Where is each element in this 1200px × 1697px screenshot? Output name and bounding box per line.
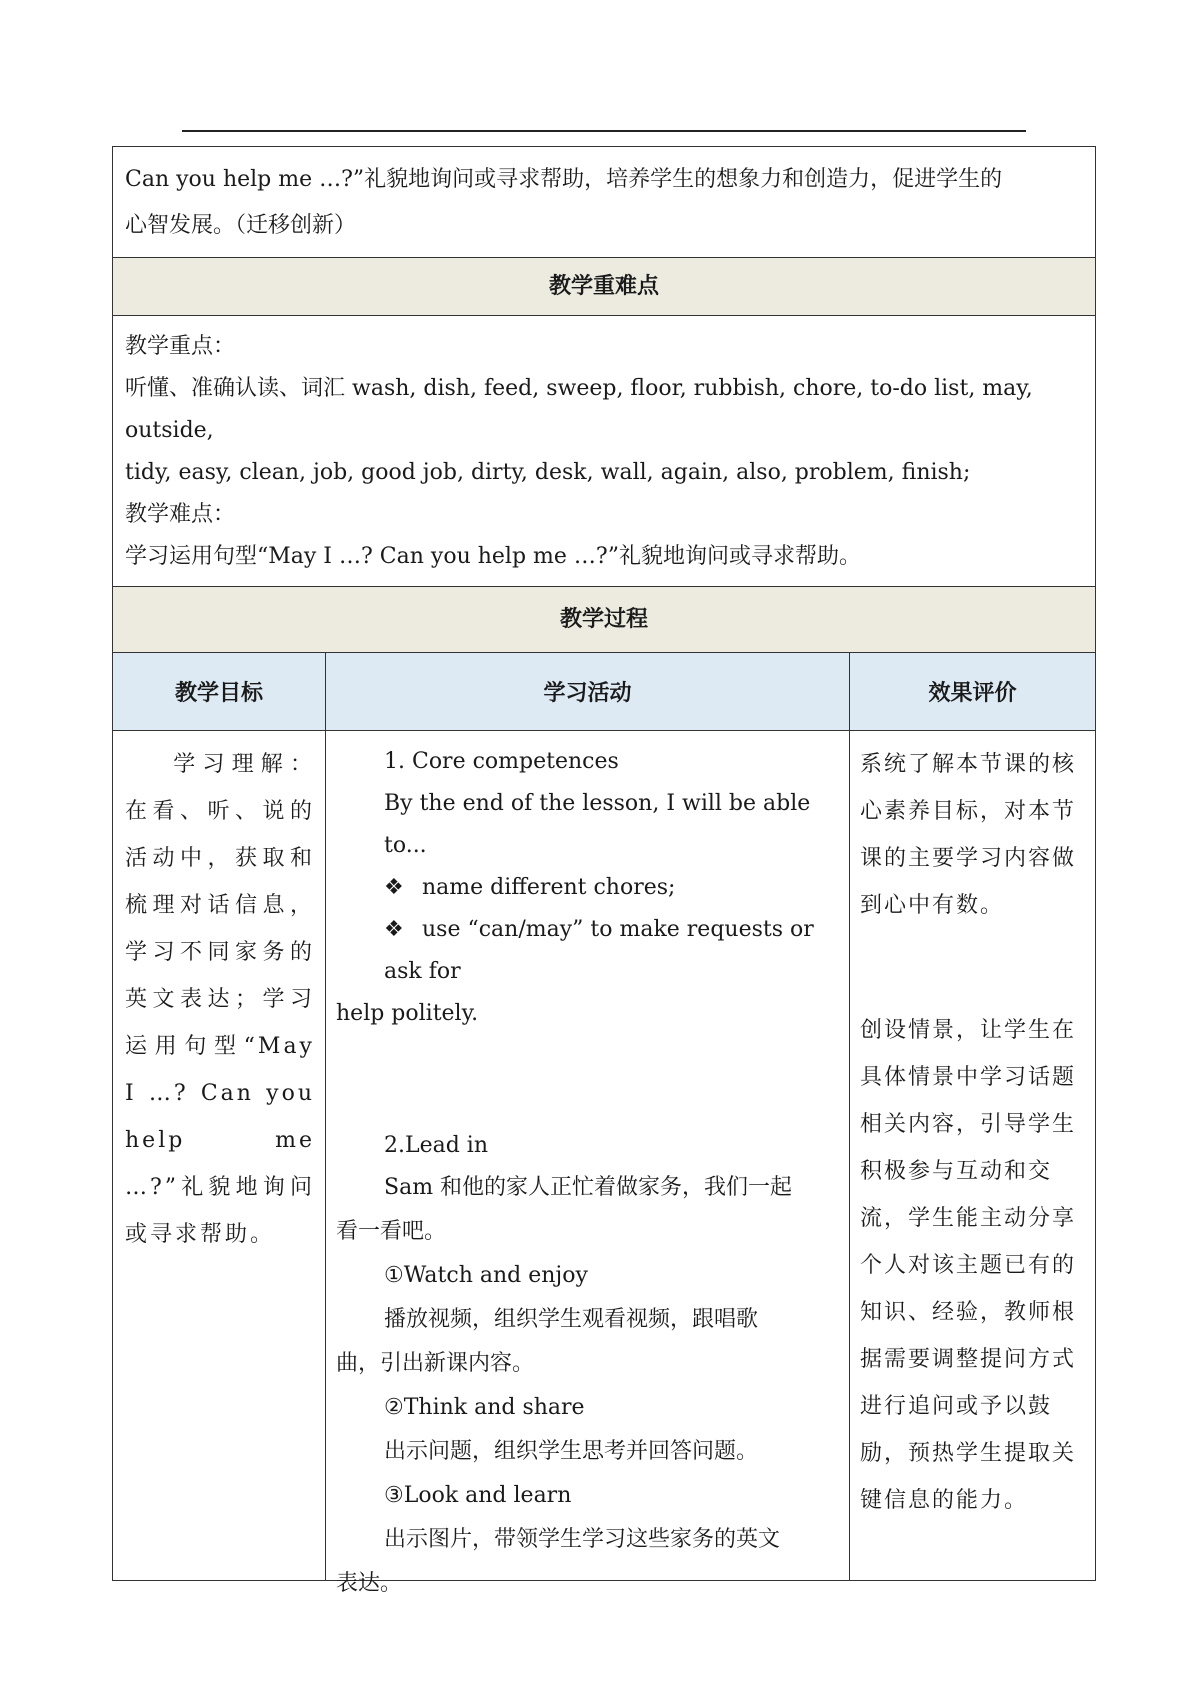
header-rule: [182, 130, 1026, 132]
lead-title: 2.Lead in: [384, 1133, 489, 1158]
watch-title: ①Watch and enjoy: [384, 1263, 588, 1288]
column-header-evaluation: 效果评价: [928, 681, 1017, 706]
watch-text-1: 播放视频，组织学生观看视频，跟唱歌: [384, 1307, 759, 1332]
diamond-bullet-icon: ❖: [384, 875, 404, 900]
intro-line-1: Can you help me …?”礼貌地询问或寻求帮助，培养学生的想象力和创造力，促进学生的: [125, 167, 1003, 192]
look-text-2: 表达。: [336, 1571, 403, 1596]
bullet-item-2: ❖ use “can/may” to make requests or ask for: [336, 909, 839, 993]
process-column-headers: [112, 653, 1096, 731]
diamond-bullet-icon: ❖: [384, 917, 404, 942]
lead-text-2: 看一看吧。: [336, 1219, 447, 1244]
watch-text-2: 曲，引出新课内容。: [336, 1351, 535, 1376]
look-text-1: 出示图片，带领学生学习这些家务的英文: [384, 1527, 781, 1552]
process-header: 教学过程: [112, 587, 1096, 653]
think-text: 出示问题，组织学生思考并回答问题。: [384, 1439, 759, 1464]
intro-line-2: 心智发展。（迁移创新）: [125, 213, 357, 238]
bullet-item-1: ❖ name different chores;: [336, 867, 839, 909]
activity-cell: [326, 731, 850, 1596]
focus-label: 教学重点：: [125, 334, 236, 359]
focus-line-2: tidy, easy, clean, job, good job, dirty, desk, wall, again, also, problem, finish;: [125, 460, 971, 485]
lead-text-1: Sam 和他的家人正忙着做家务，我们一起: [384, 1175, 793, 1200]
goal-text: 学习理解：在看、听、说的活动中，获取和梳理对话信息，学习不同家务的英文表达；学习运用句型“May I …? Can you help me …?”礼貌地询问或寻求帮助。: [125, 752, 315, 1247]
evaluation-cell: [850, 731, 1095, 1580]
core-intro: By the end of the lesson, I will be able to...: [384, 791, 811, 858]
bullet-item-2-cont: help politely.: [336, 1001, 479, 1026]
intro-section: [112, 146, 1096, 258]
goal-cell: [113, 731, 326, 1580]
difficulty-text: 学习运用句型“May I …? Can you help me …?”礼貌地询问或寻求帮助。: [125, 544, 861, 569]
column-header-goal: 教学目标: [113, 653, 326, 730]
difficulty-label: 教学难点：: [125, 502, 236, 527]
process-row: [112, 731, 1096, 1596]
core-title: 1. Core competences: [384, 749, 619, 774]
focus-line-1: 听懂、准确认读、词汇 wash, dish, feed, sweep, floor, rubbish, chore, to-do list, may, outside,: [125, 376, 1033, 443]
spacer: [336, 1035, 839, 1125]
evaluation-text-2: 创设情景，让学生在具体情景中学习话题相关内容，引导学生积极参与互动和交流，学生能主动分享个人对该主题已有的知识、经验，教师根据需要调整提问方式进行追问或予以鼓励，预热学生提取关键信息的能力。: [860, 1018, 1077, 1513]
difficulties-section: [112, 316, 1096, 587]
spacer: [860, 929, 1085, 1007]
evaluation-text-1: 系统了解本节课的核心素养目标，对本节课的主要学习内容做到心中有数。: [860, 752, 1077, 918]
look-title: ③Look and learn: [384, 1483, 572, 1508]
difficulties-header: 教学重难点: [112, 258, 1096, 316]
lesson-plan-table: [112, 146, 1096, 1596]
column-header-activity: 学习活动: [326, 653, 850, 730]
think-title: ②Think and share: [384, 1395, 585, 1420]
